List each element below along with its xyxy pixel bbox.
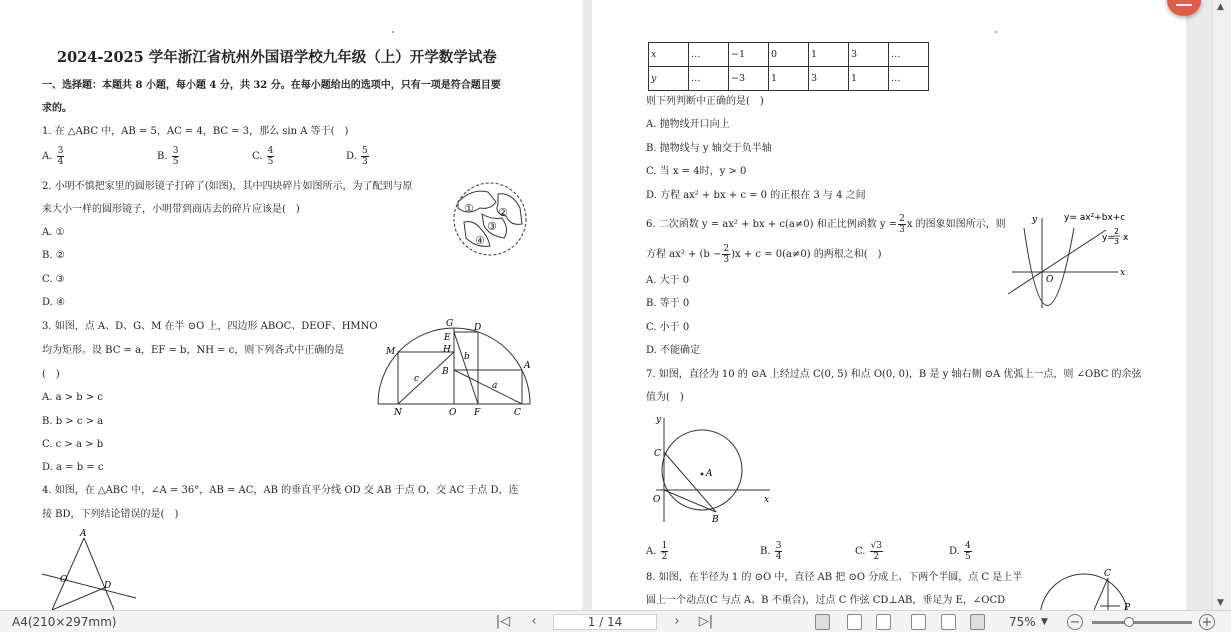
fab-icon: [1176, 4, 1192, 6]
section-1-heading: 一、选择题：本题共 8 小题，每小题 4 分，共 32 分。在每小题给出的选项中，只有一项是符合题目要: [42, 80, 501, 91]
table-row-x: [649, 43, 929, 67]
paper-size-label: A4(210×297mm): [12, 615, 117, 629]
table-cell: x: [649, 43, 689, 67]
q5-option-d: D. 方程 ax² + bx + c = 0 的正根在 3 与 4 之间: [646, 190, 866, 201]
fig4-label-d: D: [104, 581, 112, 591]
zoom-slider-thumb[interactable]: [1124, 617, 1134, 627]
page-dot: [392, 31, 394, 33]
q7-option-a: A. $\frac{1}{2}$: [646, 541, 668, 562]
table-cell: −3: [729, 67, 769, 91]
fig3-label-h: H: [443, 345, 451, 355]
next-page-icon[interactable]: ›: [674, 614, 680, 629]
question-8: 8. 如图，在半径为 1 的 ⊙O 中，直径 AB 把 ⊙O 分成上、下两个半圆，点 C 是上半: [646, 572, 1023, 583]
fig4-label-a: A: [80, 529, 87, 539]
table-cell: y: [649, 67, 689, 91]
q5-option-b: B. 抛物线与 y 轴交于负半轴: [646, 143, 772, 154]
q3-option-c: C. c > a > b: [42, 439, 104, 450]
fig3-label-b-point: B: [442, 367, 449, 377]
question-4: 4. 如图，在 △ABC 中，∠A = 36°，AB = AC，AB 的垂直平分线 OD 交 AB 于点 O，交 AC 于点 D，连: [42, 485, 519, 496]
q5-option-a: A. 抛物线开口向上: [646, 119, 730, 130]
first-page-icon[interactable]: |◁: [495, 614, 511, 629]
scroll-up-icon[interactable]: ▲: [1217, 2, 1224, 12]
fig3-label-a: A: [524, 361, 531, 371]
fig3-label-n: N: [394, 408, 402, 418]
q7-option-d: D. $\frac{4}{5}$: [949, 541, 971, 562]
q8-circle-figure: [1036, 566, 1136, 610]
q2-mirror-figure: [450, 180, 530, 260]
table-cell: −1: [729, 43, 769, 67]
q7-option-b: B. $\frac{3}{4}$: [760, 541, 782, 562]
q1-option-d: D. $\frac{5}{3}$: [346, 146, 368, 167]
fig3-label-e: E: [444, 333, 451, 343]
fig3-label-g: G: [446, 319, 454, 329]
q6-option-a: A. 大于 0: [646, 275, 690, 286]
table-cell: 1: [769, 67, 809, 91]
q2-option-a: A. ①: [42, 227, 65, 238]
zoom-out-icon[interactable]: −: [1067, 614, 1083, 630]
fig7-c-label: C: [654, 449, 661, 459]
table-cell: 0: [769, 43, 809, 67]
fig8-p-label: P: [1124, 603, 1131, 610]
last-page-icon[interactable]: ▷|: [698, 614, 714, 629]
table-row-y: [649, 67, 929, 91]
vertical-scrollbar[interactable]: [1212, 0, 1231, 610]
page-2: [592, 0, 1186, 610]
question-6: 6. 二次函数 y = ax² + bx + c(a≠0) 和正比例函数 y = $\frac{2}{3}$ x 的图象如图所示，则: [646, 214, 1006, 235]
fig7-y-label: y: [656, 415, 662, 425]
fig6-line-label-prefix: y=: [1102, 233, 1115, 243]
fig3-label-c: c: [414, 374, 420, 384]
page-dot: [995, 31, 997, 33]
xy-value-table: [648, 42, 929, 91]
q2-option-b: B. ②: [42, 250, 65, 261]
fig6-line-frac-num: 2: [1114, 227, 1120, 236]
fig7-o-label: O: [653, 495, 661, 505]
q2-option-d: D. ④: [42, 297, 65, 308]
fit-page-icon[interactable]: [815, 614, 830, 630]
fig3-label-d: D: [474, 323, 482, 333]
question-3: 3. 如图，点 A、D、G、M 在半 ⊙O 上，四边形 ABOC、DEOF、HMNO: [42, 321, 378, 332]
q5-option-c: C. 当 x = 4时，y > 0: [646, 166, 747, 177]
page-number-input[interactable]: 1 / 14: [553, 614, 657, 630]
zoom-slider-track[interactable]: [1092, 621, 1192, 624]
fig3-label-m: M: [386, 347, 396, 357]
fit-width-icon[interactable]: [847, 614, 862, 630]
table-cell: 1: [849, 67, 889, 91]
q3-semicircle-figure: [374, 316, 534, 420]
question-4-cont: 接 BD，下列结论错误的是( ): [42, 509, 179, 520]
question-2-cont: 来大小一样的圆形镜子，小明带到商店去的碎片应该是( ): [42, 204, 300, 215]
fig3-label-a-seg: a: [492, 381, 498, 391]
question-7: 7. 如图，直径为 10 的 ⊙A 上经过点 C(0, 5) 和点 O(0, 0)，B 是 y 轴右侧 ⊙A 优弧上一点，则 ∠OBC 的余弦: [646, 369, 1142, 380]
zoom-in-icon[interactable]: +: [1199, 614, 1215, 630]
q7-circle-figure: [646, 412, 780, 526]
fig8-c-label: C: [1104, 569, 1111, 579]
fig6-x-label: x: [1120, 268, 1126, 278]
prev-page-icon[interactable]: ‹: [531, 614, 537, 629]
question-8-cont: 圆上一个动点(C 与点 A、B 不重合)，过点 C 作弦 CD⊥AB，垂足为 E，∠OCD: [646, 595, 1006, 606]
continuous-page-icon[interactable]: [941, 614, 956, 630]
fig-label-2: ②: [498, 206, 508, 219]
q3-option-b: B. b > c > a: [42, 416, 104, 427]
question-5-stem: 则下列判断中正确的是( ): [646, 96, 764, 107]
q1-option-c: C. $\frac{4}{5}$: [252, 146, 274, 167]
two-page-icon[interactable]: [970, 614, 985, 630]
table-cell: …: [689, 43, 729, 67]
fig6-curve-label: y= ax²+bx+c: [1064, 213, 1126, 223]
question-2: 2. 小明不慎把家里的圆形镜子打碎了(如图)，其中四块碎片如图所示，为了配到与原: [42, 181, 413, 192]
fig7-a-label: A: [706, 469, 713, 479]
q7-option-c: C. $\frac{√3}{2}$: [855, 541, 883, 562]
fig-label-1: ①: [464, 202, 474, 215]
q6-option-b: B. 等于 0: [646, 298, 690, 309]
scroll-down-icon[interactable]: ▼: [1217, 598, 1224, 608]
zoom-level[interactable]: 75%: [1009, 615, 1036, 629]
fig6-line-label-suffix: x: [1123, 233, 1129, 243]
question-6-cont: 方程 ax² + (b − $\frac{2}{3}$ )x + c = 0(a≠0) 的两根之和( ): [646, 244, 882, 265]
q4-triangle-figure: [36, 526, 146, 610]
question-3-cont: 均为矩形。设 BC = a，EF = b，NH = c，则下列各式中正确的是: [42, 345, 345, 356]
fig3-label-f: F: [474, 408, 481, 418]
fig4-label-o: O: [60, 575, 68, 585]
fig6-y-label: y: [1032, 215, 1038, 225]
q1-option-b: B. $\frac{3}{5}$: [157, 146, 179, 167]
fig3-label-c-point: C: [514, 408, 521, 418]
q6-graph-figure: [1006, 208, 1134, 312]
table-cell: …: [889, 67, 929, 91]
fig3-label-o: O: [449, 408, 457, 418]
fig7-x-label: x: [764, 495, 770, 505]
page-1: [0, 0, 583, 610]
question-3-cont2: ( ): [42, 369, 60, 380]
single-page-icon[interactable]: [911, 614, 926, 630]
fig3-label-b: b: [464, 352, 470, 362]
question-1: 1. 在 △ABC 中，AB = 5，AC = 4，BC = 3，那么 sin A 等于( ): [42, 126, 349, 137]
table-cell: …: [689, 67, 729, 91]
q2-option-c: C. ③: [42, 274, 65, 285]
q3-option-a: A. a > b > c: [42, 392, 104, 403]
q6-option-c: C. 小于 0: [646, 322, 690, 333]
table-cell: 3: [809, 67, 849, 91]
q6-option-d: D. 不能确定: [646, 345, 701, 356]
table-cell: 1: [809, 43, 849, 67]
fig6-origin-label: O: [1046, 275, 1054, 285]
section-1-heading-cont: 求的。: [42, 103, 72, 114]
fig-label-4: ④: [475, 234, 485, 247]
table-cell: …: [889, 43, 929, 67]
q1-option-a: A. $\frac{3}{4}$: [42, 146, 64, 167]
exam-title: 2024-2025 学年浙江省杭州外国语学校九年级（上）开学数学试卷: [57, 49, 497, 66]
rotate-icon[interactable]: [876, 614, 891, 630]
status-bar: [0, 610, 1231, 632]
q3-option-d: D. a = b = c: [42, 462, 104, 473]
fig7-b-label: B: [712, 515, 719, 525]
question-7-cont: 值为( ): [646, 392, 684, 403]
zoom-dropdown-icon[interactable]: ▼: [1041, 617, 1048, 627]
fig6-line-frac-den: 3: [1114, 237, 1120, 246]
table-cell: 3: [849, 43, 889, 67]
fig-label-3: ③: [487, 220, 497, 233]
